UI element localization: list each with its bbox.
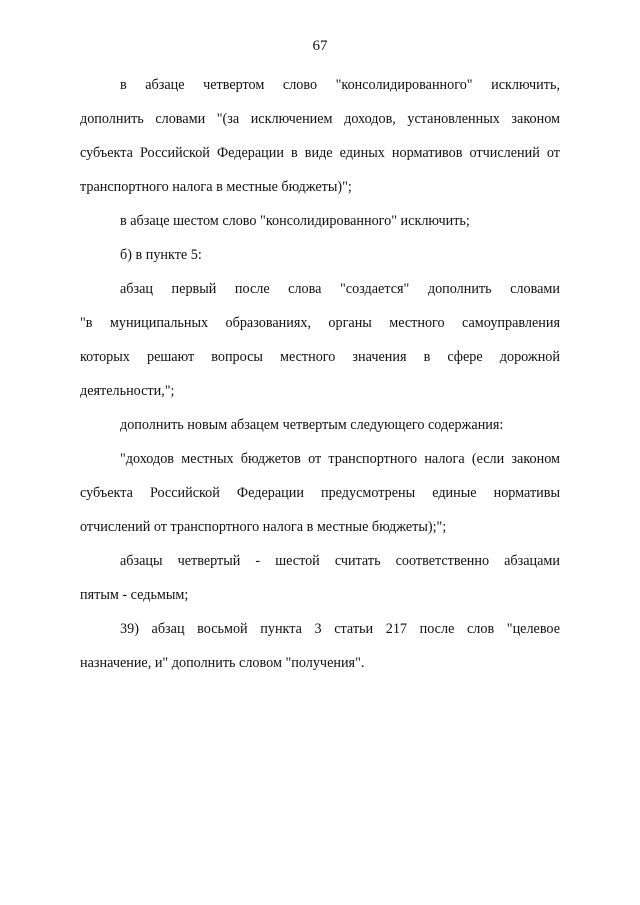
text-line: б) в пункте 5: — [120, 247, 202, 263]
text-line: дополнить словами "(за исключением доходов, установленных законом — [80, 111, 560, 127]
text-line: назначение, и" дополнить словом "получения". — [80, 655, 365, 671]
text-line: в абзаце четвертом слово "консолидированного" исключить, — [120, 77, 560, 93]
text-line: абзацы четвертый - шестой считать соответственно абзацами — [120, 553, 560, 569]
text-line: 39) абзац восьмой пункта 3 статьи 217 после слов "целевое — [120, 621, 560, 637]
paragraph — [80, 68, 560, 204]
paragraph — [80, 544, 560, 612]
text-line: пятым - седьмым; — [80, 587, 189, 603]
text-line: "доходов местных бюджетов от транспортного налога (если законом — [120, 451, 560, 467]
paragraph — [80, 204, 560, 238]
text-line: дополнить новым абзацем четвертым следующего содержания: — [120, 417, 504, 433]
text-line: абзац первый после слова "создается" дополнить словами — [120, 281, 560, 297]
text-line: субъекта Российской Федерации предусмотрены единые нормативы — [80, 485, 560, 501]
paragraph — [80, 238, 560, 272]
text-line: деятельности,"; — [80, 383, 175, 399]
paragraph — [80, 612, 560, 680]
text-line: в абзаце шестом слово "консолидированного" исключить; — [120, 213, 470, 229]
text-line: отчислений от транспортного налога в местные бюджеты);"; — [80, 519, 447, 535]
text-line: субъекта Российской Федерации в виде единых нормативов отчислений от — [80, 145, 560, 161]
page-number: 67 — [312, 38, 328, 54]
text-line: которых решают вопросы местного значения в сфере дорожной — [80, 349, 560, 365]
document-body — [80, 68, 560, 680]
paragraph — [80, 442, 560, 544]
text-line: "в муниципальных образованиях, органы местного самоуправления — [80, 315, 560, 331]
text-line: транспортного налога в местные бюджеты)"; — [80, 179, 352, 195]
paragraph — [80, 272, 560, 408]
paragraph — [80, 408, 560, 442]
